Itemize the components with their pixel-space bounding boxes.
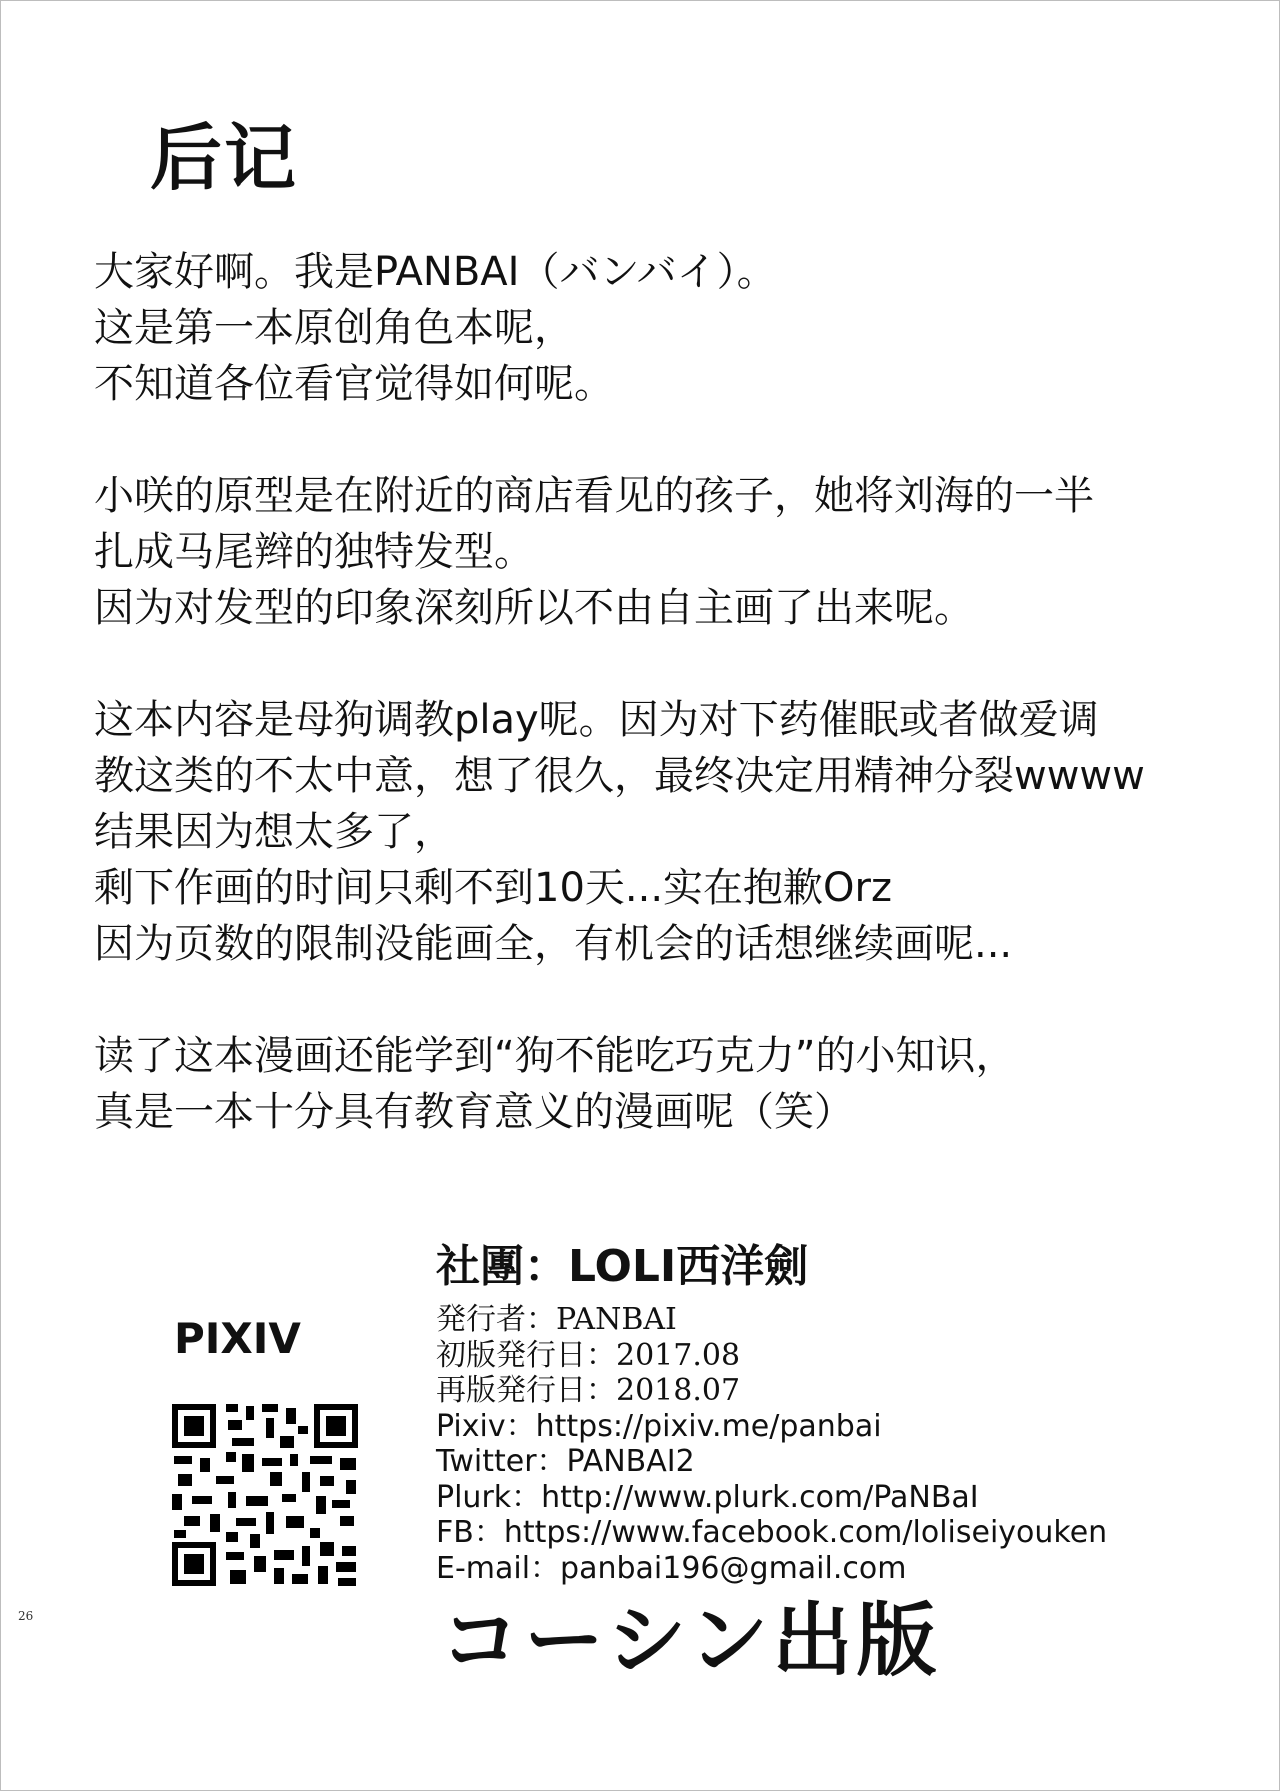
text-line: 因为对发型的印象深刻所以不由自主画了出来呢。 <box>94 585 974 631</box>
reprint-value: 2018.07 <box>616 1373 741 1408</box>
circle-name: 社團：LOLI西洋劍 <box>436 1241 809 1292</box>
qr-code-icon <box>170 1402 360 1588</box>
paragraph-2 <box>94 468 1244 636</box>
reprint-label: 再版発行日： <box>436 1373 616 1408</box>
page-title: 后记 <box>150 116 299 200</box>
text-line: 教这类的不太中意，想了很久，最终决定用精神分裂wwww <box>94 753 1145 799</box>
plurk-link[interactable]: Plurk：http://www.plurk.com/PaNBaI <box>436 1479 979 1515</box>
paragraph-1 <box>94 244 1244 412</box>
facebook-link[interactable]: FB：https://www.facebook.com/loliseiyouken <box>436 1515 1108 1550</box>
text-line: 这是第一本原创角色本呢， <box>94 305 574 351</box>
first-edition-row <box>436 1338 1107 1374</box>
first-edition-value: 2017.08 <box>616 1337 741 1373</box>
page-number: 26 <box>18 1609 34 1623</box>
text-line: 结果因为想太多了， <box>94 809 454 855</box>
text-line: 因为页数的限制没能画全，有机会的话想继续画呢... <box>94 921 1013 967</box>
email-link[interactable]: E-mail：panbai196@gmail.com <box>436 1550 907 1586</box>
text-line: 读了这本漫画还能学到“狗不能吃巧克力”的小知识， <box>94 1033 1016 1079</box>
text-line: 不知道各位看官觉得如何呢。 <box>94 361 614 407</box>
printer-name: コーシン出版 <box>440 1593 941 1687</box>
text-line: 小咲的原型是在附近的商店看见的孩子，她将刘海的一半 <box>94 473 1094 519</box>
pixiv-link[interactable]: Pixiv：https://pixiv.me/panbai <box>436 1408 882 1444</box>
paragraph-4 <box>94 1028 1244 1140</box>
publisher-label: 発行者： <box>436 1302 556 1337</box>
text-line: 剩下作画的时间只剩不到10天...实在抱歉Orz <box>94 865 892 911</box>
text-line: 这本内容是母狗调教play呢。因为对下药催眠或者做爱调 <box>94 697 1099 743</box>
first-edition-label: 初版発行日： <box>436 1337 616 1373</box>
text-line: 扎成马尾辫的独特发型。 <box>94 529 534 575</box>
paragraph-3 <box>94 692 1244 972</box>
twitter-handle[interactable]: Twitter：PANBAI2 <box>436 1444 695 1479</box>
reprint-row <box>436 1373 1107 1409</box>
text-line: 大家好啊。我是PANBAI（バンバイ）。 <box>94 249 777 295</box>
credits-block <box>436 1302 1107 1586</box>
qr-label: PIXIV <box>174 1314 301 1363</box>
text-line: 真是一本十分具有教育意义的漫画呢（笑） <box>94 1089 854 1135</box>
publisher-value: PANBAI <box>556 1302 677 1337</box>
afterword-body <box>94 244 1244 1196</box>
publisher-row <box>436 1302 1107 1338</box>
